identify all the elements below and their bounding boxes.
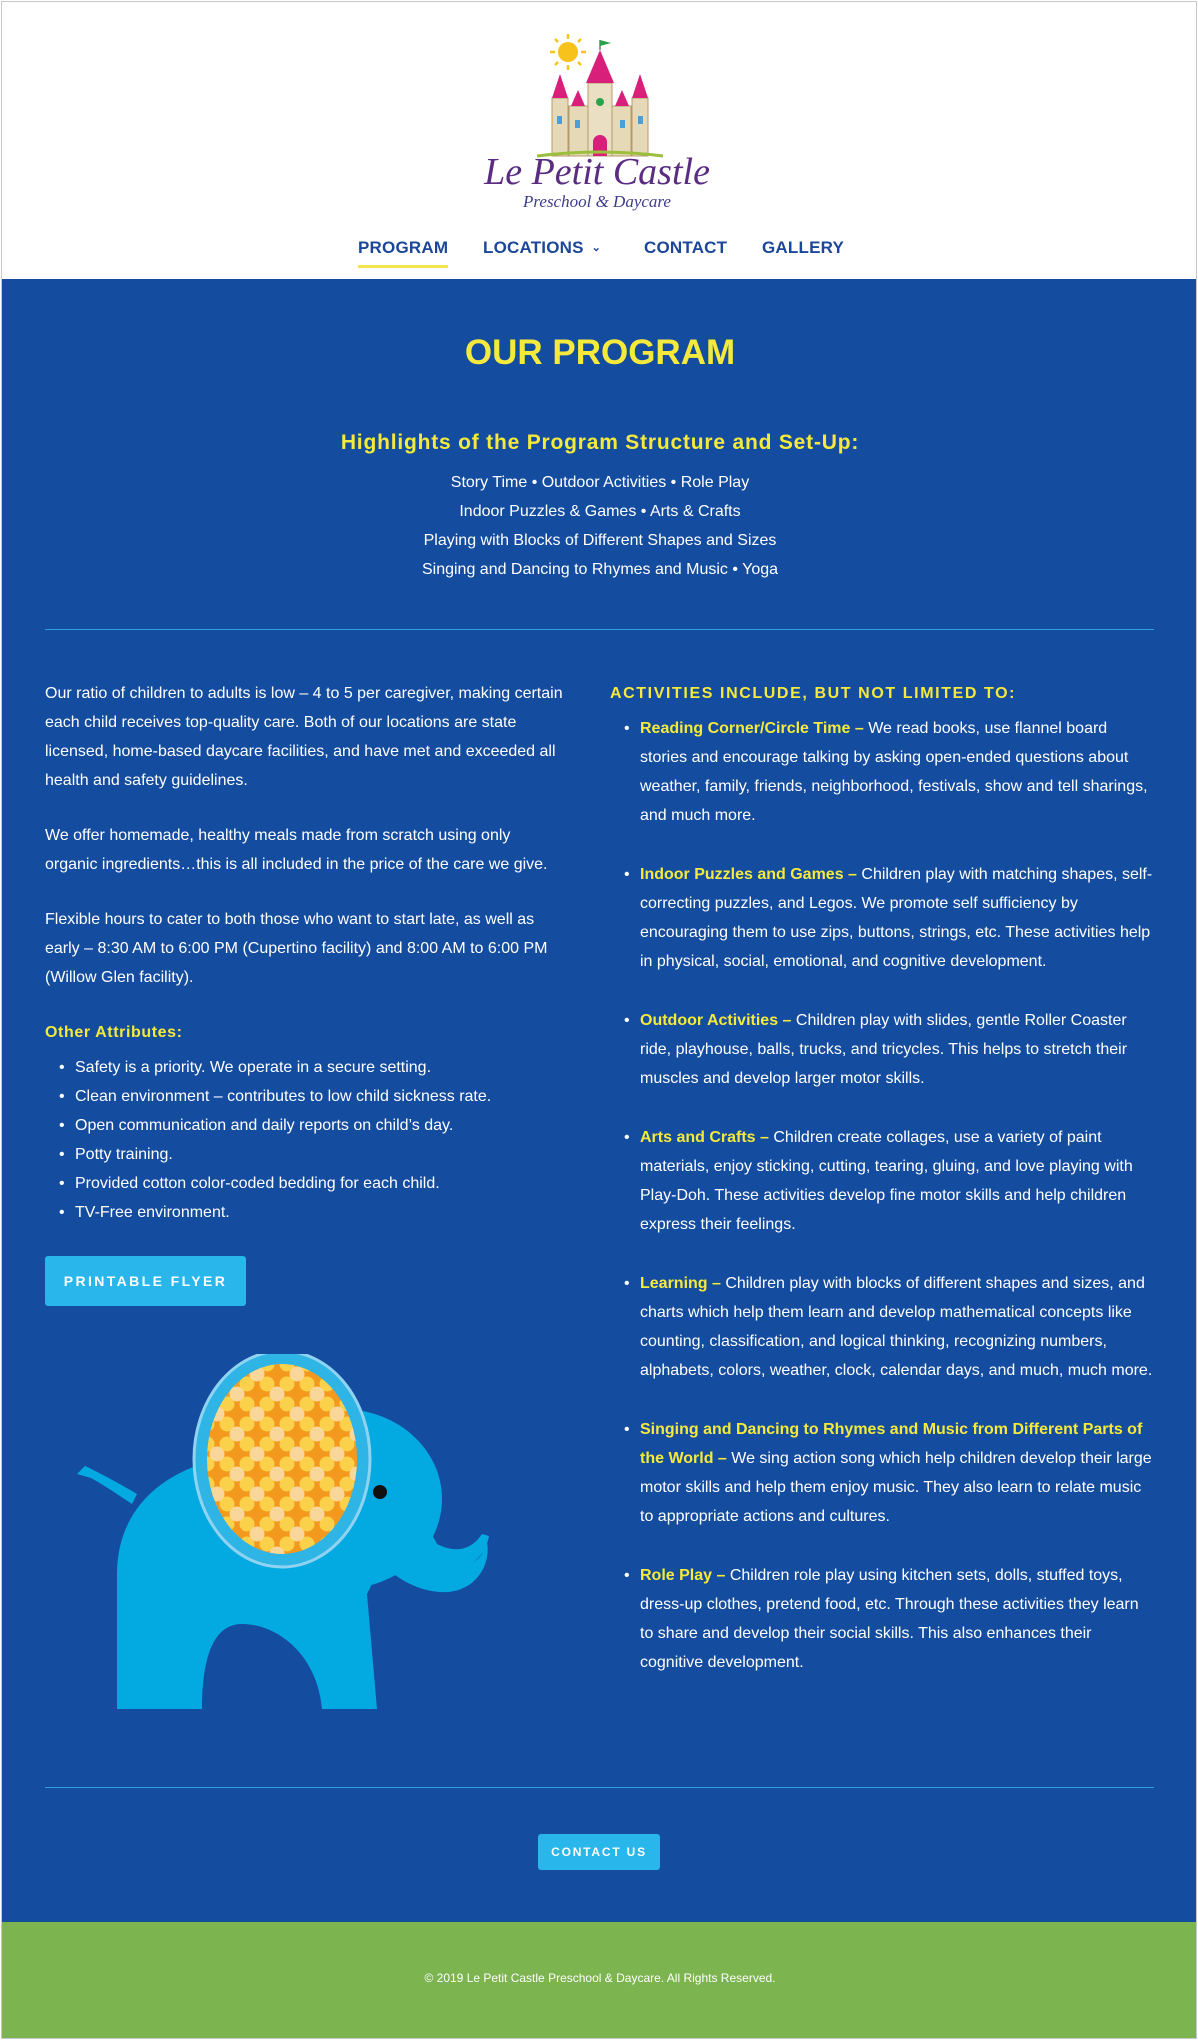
activity-text: We sing action song which help children develop their large motor skills and help them enjoy music. They also learn to relate music to appropriate actions and cultures. xyxy=(640,1450,1152,1525)
site-logo[interactable] xyxy=(457,28,737,213)
highlights-title: Highlights of the Program Structure and Set-Up: xyxy=(340,431,860,454)
nav-gallery[interactable] xyxy=(762,238,844,258)
activity-name: Outdoor Activities – xyxy=(640,1012,792,1029)
activity-item xyxy=(624,860,1155,976)
main-content xyxy=(2,279,1197,1922)
castle-icon xyxy=(537,40,663,156)
activity-item xyxy=(624,1269,1155,1385)
activity-item xyxy=(624,1415,1155,1531)
activity-text: We read books, use flannel board stories and encourage talking by asking open-ended questions about weather, family, friends, neighborhood, festivals, show and tell sharings, and much more. xyxy=(640,720,1148,824)
nav-program-label: PROGRAM xyxy=(358,238,449,257)
activity-item xyxy=(624,1006,1155,1093)
activity-name: Singing and Dancing to Rhymes and Music from Different Parts of the World – xyxy=(640,1421,1143,1467)
chevron-down-icon: ⌄ xyxy=(591,242,602,254)
list-item: • Provided cotton color-coded bedding for each child. xyxy=(59,1169,565,1198)
contact-us-button[interactable]: CONTACT US xyxy=(538,1834,660,1870)
page-title: OUR PROGRAM xyxy=(464,333,736,372)
section-divider xyxy=(45,629,1154,630)
list-item: • TV-Free environment. xyxy=(59,1198,565,1227)
section-divider xyxy=(45,1787,1154,1788)
nav-contact[interactable] xyxy=(644,238,727,258)
nav-contact-label: CONTACT xyxy=(644,238,728,257)
highlight-line: Indoor Puzzles & Games • Arts & Crafts xyxy=(459,503,741,520)
ratio-paragraph: Our ratio of children to adults is low – 4 to 5 per caregiver, making certain each child receives top-quality care. Both of our locations are state licensed, home-based daycare facilities, and have met and exceeded all health and safety guidelines. xyxy=(45,685,563,789)
svg-text:Preschool & Daycare: Preschool & Daycare xyxy=(523,192,671,211)
activity-text: Children play with slides, gentle Roller Coaster ride, playhouse, balls, trucks, and tricycles. This helps to stretch their muscles and develop larger motor skills. xyxy=(640,1012,1128,1087)
elephant-illustration xyxy=(77,1354,537,1709)
site-header xyxy=(2,2,1197,279)
list-item: • Safety is a priority. We operate in a secure setting. xyxy=(59,1053,565,1082)
activity-text: Children role play using kitchen sets, dolls, stuffed toys, dress-up clothes, pretend food, etc. Through these activities they learn to share and develop their social skills. This also enhances their cognitive development. xyxy=(640,1567,1139,1671)
list-item: • Clean environment – contributes to low child sickness rate. xyxy=(59,1082,565,1111)
nav-locations-label: LOCATIONS xyxy=(483,238,584,257)
activities-list xyxy=(610,714,1155,1677)
other-attributes-heading: Other Attributes: xyxy=(45,1024,183,1041)
activity-text: Children create collages, use a variety of paint materials, enjoy sticking, cutting, tearing, gluing, and love playing with Play-Doh. These activities develop fine motor skills and help children express their feelings. xyxy=(640,1129,1133,1233)
meals-paragraph: We offer homemade, healthy meals made from scratch using only organic ingredients…this is all included in the price of the care we give. xyxy=(45,827,548,873)
highlights-list xyxy=(2,468,1197,584)
other-attributes-list xyxy=(45,1053,565,1227)
nav-gallery-label: GALLERY xyxy=(762,238,844,257)
hours-paragraph: Flexible hours to cater to both those who want to start late, as well as early – 8:30 AM to 6:00 PM (Cupertino facility) and 8:00 AM to 6:00 PM (Willow Glen facility). xyxy=(45,911,548,986)
activity-text: Children play with blocks of different shapes and sizes, and charts which help them learn and develop mathematical concepts like counting, classification, and logical thinking, recognizing numbers, alphabets, colors, weather, clock, calendar days, and much, much more. xyxy=(640,1275,1153,1379)
activity-name: Role Play – xyxy=(640,1567,726,1584)
nav-program[interactable] xyxy=(358,238,448,258)
activity-item xyxy=(624,1561,1155,1677)
activities-section xyxy=(610,679,1155,1707)
copyright-text: © 2019 Le Petit Castle Preschool & Daycare. All Rights Reserved. xyxy=(424,1971,776,1985)
sun-icon xyxy=(550,34,586,70)
highlight-line: Singing and Dancing to Rhymes and Music • Yoga xyxy=(421,561,779,578)
list-item: • Potty training. xyxy=(59,1140,565,1169)
page xyxy=(1,1,1197,2039)
activity-name: Indoor Puzzles and Games – xyxy=(640,866,857,883)
nav-locations[interactable] xyxy=(483,238,601,258)
printable-flyer-button[interactable]: PRINTABLE FLYER xyxy=(45,1256,246,1306)
highlight-line: Story Time • Outdoor Activities • Role Play xyxy=(450,474,750,491)
activity-text: Children play with matching shapes, self-correcting puzzles, and Legos. We promote self sufficiency by encouraging them to use zips, buttons, strings, etc. These activities help in physical, social, emotional, and cognitive development. xyxy=(640,866,1153,970)
list-item: • Open communication and daily reports on child’s day. xyxy=(59,1111,565,1140)
site-footer xyxy=(2,1922,1197,2039)
program-details xyxy=(45,679,565,1227)
highlight-line: Playing with Blocks of Different Shapes and Sizes xyxy=(423,532,777,549)
svg-text:Le Petit Castle: Le Petit Castle xyxy=(484,151,710,193)
activity-name: Arts and Crafts – xyxy=(640,1129,769,1146)
main-nav xyxy=(2,238,1197,268)
activities-heading: ACTIVITIES INCLUDE, BUT NOT LIMITED TO: xyxy=(610,685,1017,702)
activity-name: Learning – xyxy=(640,1275,721,1292)
activity-item xyxy=(624,714,1155,830)
activity-item xyxy=(624,1123,1155,1239)
activity-name: Reading Corner/Circle Time – xyxy=(640,720,864,737)
